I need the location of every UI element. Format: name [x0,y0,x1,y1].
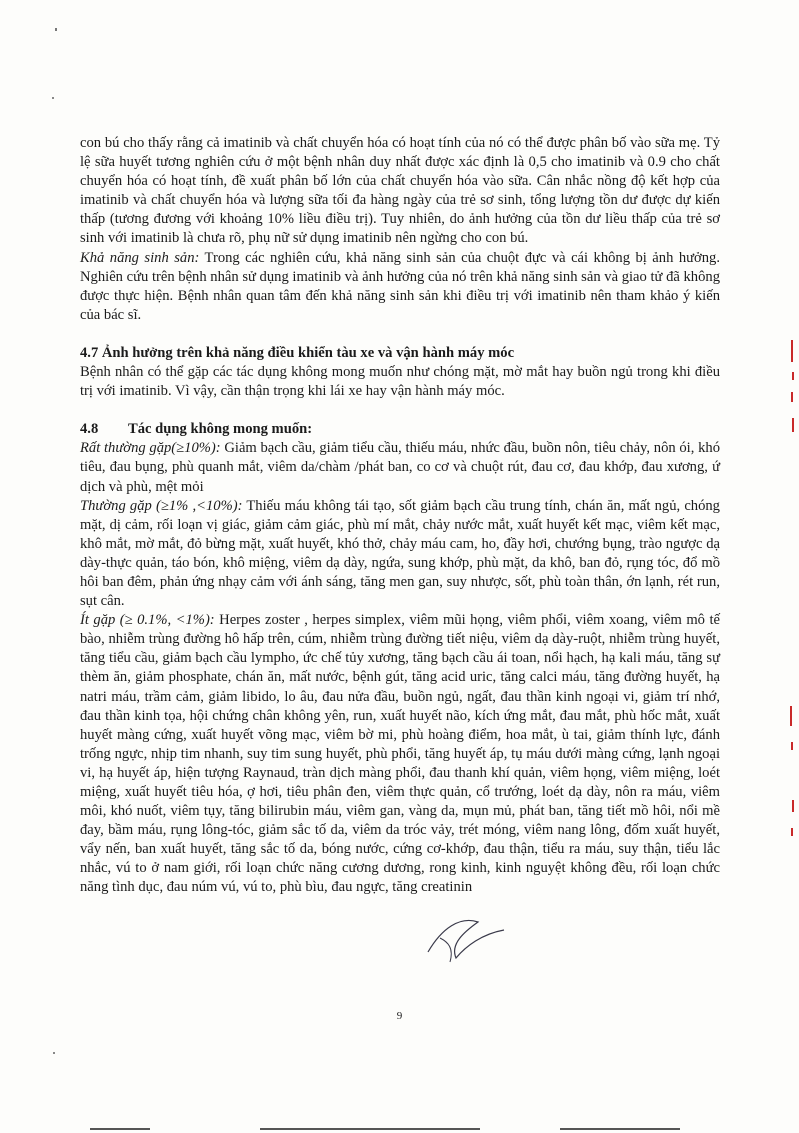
fertility-text: Trong các nghiên cứu, khả năng sinh sản của chuột đực và cái không bị ảnh hưởng. Nghiên cứu trên bệnh nhân sử dụng imatinib và ảnh hưởng của nó trên khả năng sinh sản và giao tử đã không được thực hiện. Bệnh nhân quan tâm đến khả năng sinh sản khi điều trị với imatinib nên tham khảo ý kiến của bác sĩ. [80,249,720,323]
uncommon-paragraph [80,611,720,897]
scan-dot [52,97,54,99]
red-stamp-mark [792,372,794,380]
section-4-8-heading [80,420,720,439]
document-body [80,134,720,898]
scan-dot [53,1052,55,1054]
section-4-8-title: Tác dụng không mong muốn: [128,421,313,438]
scan-edge-line [560,1128,680,1130]
fertility-label: Khả năng sinh sản: [80,249,200,266]
common-text: Thiếu máu không tái tạo, sốt giảm bạch cầu trung tính, chán ăn, mất ngủ, chóng mặt, dị cảm, rối loạn vị giác, giảm cảm giác, phù mí mắt, chảy nước mắt, xuất huyết kết mạc, viêm kết mạc, khô mắt, mờ mắt, đỏ bừng mặt, xuất huyết, khó thở, chảy máu cam, ho, đầy hơi, chướng bụng, trào ngược dạ dày-thực quản, táo bón, khô miệng, viêm dạ dày, ngứa, sung khớp, phù mặt, da khô, ban đỏ, rụng tóc, đổ mồ hôi ban đêm, phản ứng nhạy cảm với ánh sáng, tăng men gan, suy nhược, sốt, phù toàn thân, ớn lạnh, rét run, sụt cân. [80,497,720,610]
red-stamp-mark [790,706,792,726]
common-paragraph [80,497,720,612]
intro-paragraph: con bú cho thấy rằng cả imatinib và chất chuyển hóa có hoạt tính của nó có thể được phân bố vào sữa mẹ. Tỷ lệ sữa huyết tương nghiên cứu ở một bệnh nhân duy nhất được xác định là 0,5 cho imatinib và 0.9 cho chất chuyển hóa có hoạt tính, đề xuất phân bố lớn của chất chuyển hóa vào sữa. Cân nhắc nồng độ kết hợp của imatinib và chất chuyển hóa và lượng sữa tối đa hàng ngày của trẻ sơ sinh, tổng lượng tồn dư được dự kiến thấp (tương đương với khoảng 10% liều điều trị). Tuy nhiên, do ảnh hưởng của tồn dư liều thấp của trẻ sơ sinh với imatinib là chưa rõ, phụ nữ sử dụng imatinib nên ngừng cho con bú. [80,135,720,247]
red-stamp-mark [791,392,793,402]
red-stamp-mark [791,340,793,362]
signature-scribble [420,908,510,968]
scan-dot [55,28,57,31]
common-label: Thường gặp (≥1% ,<10%): [80,497,243,514]
very-common-text: Giảm bạch cầu, giảm tiểu cầu, thiếu máu, nhức đầu, buồn nôn, tiêu chảy, nôn ói, khó tiêu, đau bụng, phù quanh mắt, viêm da/chàm /phát ban, co cơ và chuột rút, đau cơ, đau khớp, đau xương, ứ dịch và phù, mệt mỏi [80,440,720,495]
red-stamp-mark [792,800,794,812]
red-stamp-mark [792,418,794,432]
section-4-8-number: 4.8 [80,421,99,438]
section-4-7-text: Bệnh nhân có thể gặp các tác dụng không mong muốn như chóng mặt, mờ mắt hay buồn ngủ trong khi điều trị với imatinib. Vì vậy, cần thận trọng khi lái xe hay vận hành máy móc. [80,364,720,400]
red-stamp-mark [791,828,793,836]
uncommon-label: Ít gặp (≥ 0.1%, <1%): [80,612,215,629]
section-4-7-heading: 4.7 Ảnh hưởng trên khả năng điều khiển tàu xe và vận hành máy móc [80,344,515,361]
very-common-label: Rất thường gặp(≥10%): [80,440,221,457]
fertility-paragraph [80,249,720,325]
scan-edge-line [90,1128,150,1130]
red-stamp-mark [791,742,793,750]
very-common-paragraph [80,439,720,496]
scan-edge-line [260,1128,480,1130]
page-number: 9 [396,1010,403,1022]
uncommon-text: Herpes zoster , herpes simplex, viêm mũi họng, viêm phổi, viêm xoang, viêm mô tế bào, nhiễm trùng đường hô hấp trên, cúm, nhiễm trùng đường tiết niệu, viêm dạ dày-ruột, nhiễm trùng huyết, tăng tiểu cầu, giảm bạch cầu lympho, ức chế tủy xương, tăng bạch cầu ái toan, nổi hạch, hạ kali máu, tăng sự thèm ăn, giảm phosphate, chán ăn, mất nước, bệnh gút, tăng acid uric, tăng calci máu, tăng đường huyết, hạ natri máu, trầm cảm, giảm libido, lo âu, đau nửa đầu, buồn ngủ, ngất, đau thần kinh ngoại vi, giảm trí nhớ, đau thần kinh tọa, hội chứng chân không yên, run, xuất huyết não, kích ứng mắt, đau mắt, phù hốc mắt, xuất huyết màng cứng, xuất huyết võng mạc, viêm bờ mi, phù hoàng điểm, hoa mắt, ù tai, giảm thính lực, đánh trống ngực, nhịp tim nhanh, suy tim sung huyết, phù phổi, tăng huyết áp, tụ máu dưới màng cứng, lạnh ngoại vi, hạ huyết áp, hiện tượng Raynaud, tràn dịch màng phổi, đau thanh khí quản, viêm họng, viêm miệng, loét miệng, xuất huyết tiêu hóa, ợ hơi, tiêu phân đen, viêm thực quản, cổ trướng, loét dạ dày, nôn ra máu, viêm môi, khó nuốt, viêm tụy, tăng bilirubin máu, viêm gan, vàng da, mụn mủ, phát ban, tăng tiết mồ hôi, nổi mề đay, bầm máu, rụng lông-tóc, giảm sắc tố da, viêm da tróc vảy, trét móng, viêm nang lông, đốm xuất huyết, vẩy nến, ban xuất huyết, tăng sắc tố da, bóng nước, cứng cơ-khớp, đau thận, tiểu ra máu, suy thận, tiểu lắc nhắc, vú to ở nam giới, rối loạn chức năng cương dương, rong kinh, kinh nguyệt không đều, rối loạn chức năng tình dục, đau núm vú, vú to, phù bìu, đau ngực, tăng creatinin [80,612,720,896]
